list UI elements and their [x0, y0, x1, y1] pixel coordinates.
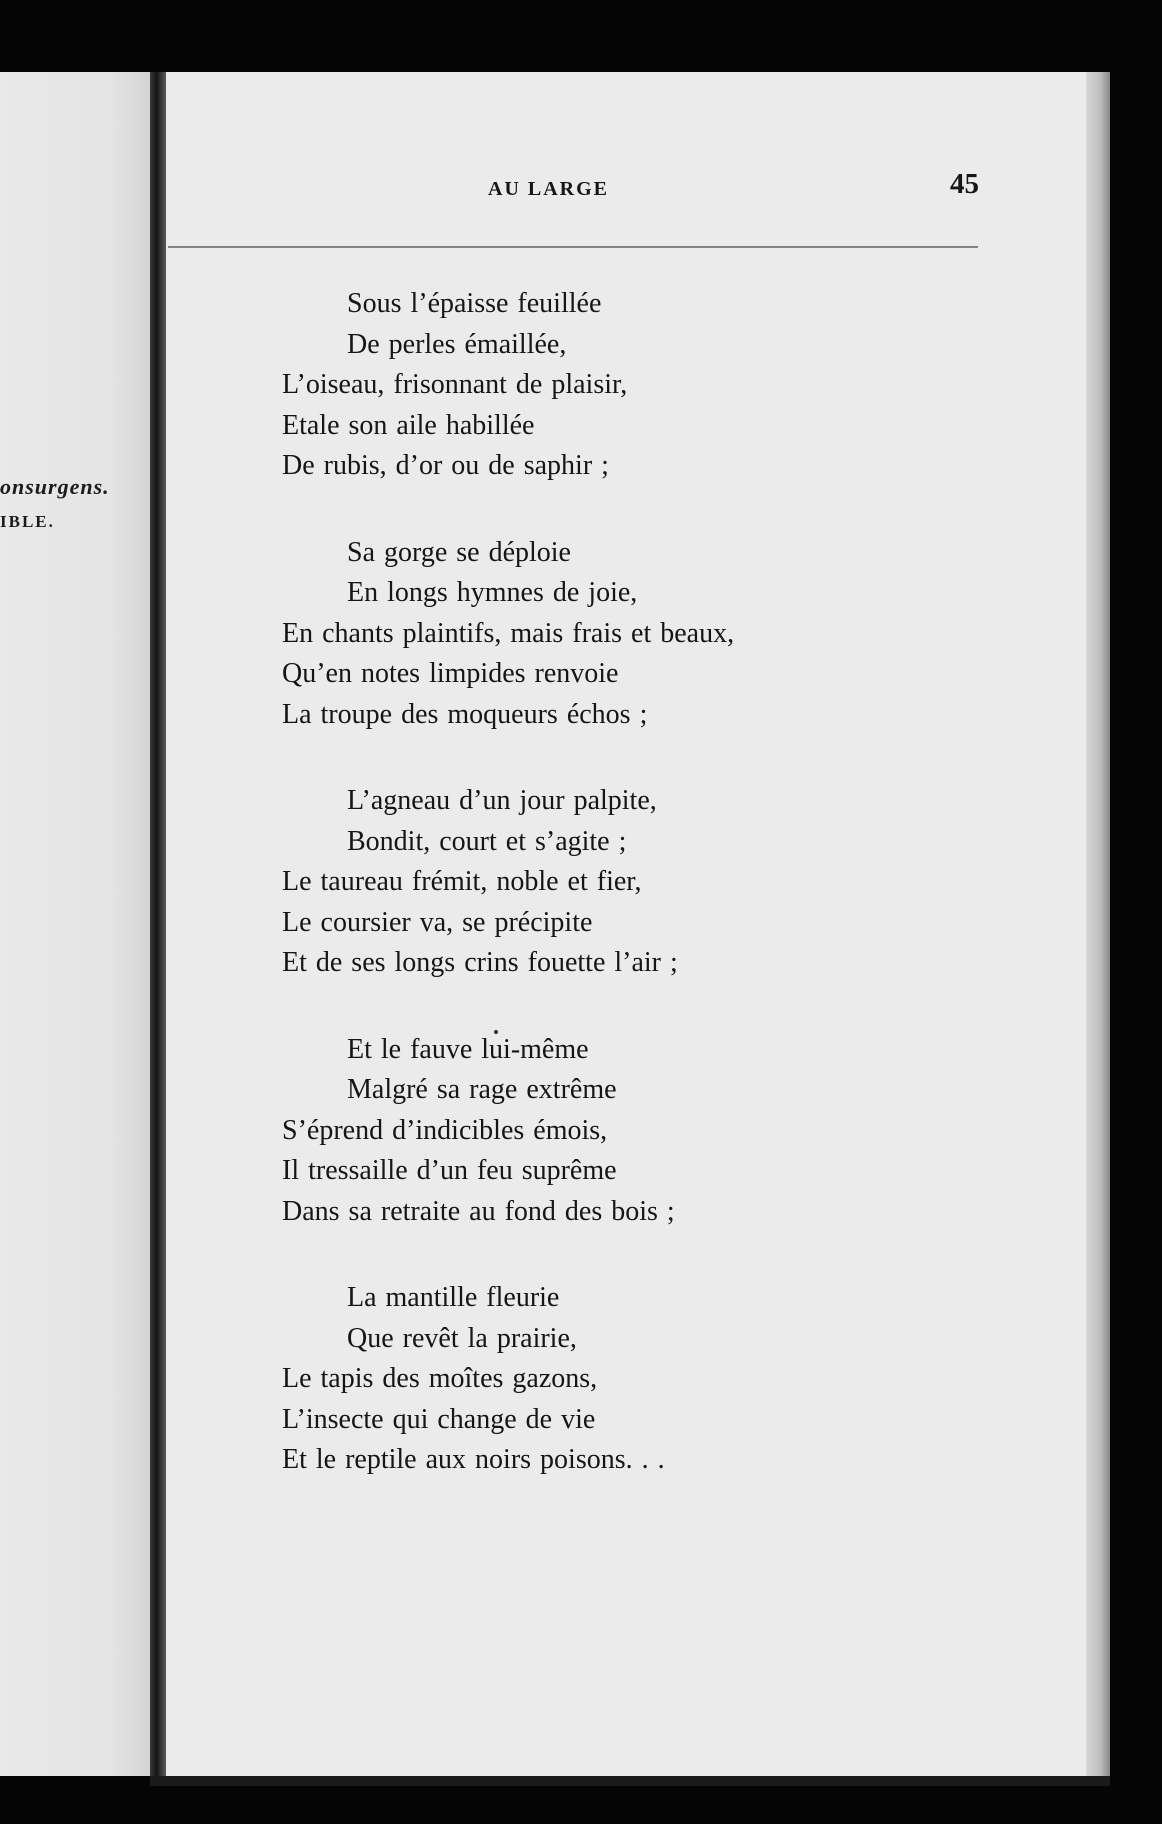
verse-line: De rubis, d’or ou de saphir ;	[282, 450, 609, 481]
verse-line: Qu’en notes limpides renvoie	[282, 658, 619, 689]
facing-page-line: onsurgens.	[0, 474, 110, 499]
stanza	[282, 1030, 734, 1233]
page-edge	[1086, 72, 1110, 1780]
verse-line: Le taureau frémit, noble et fier,	[282, 866, 642, 897]
facing-page-line: IBLE.	[0, 512, 55, 531]
verse-line: Que revêt la prairie,	[347, 1322, 577, 1354]
stanza	[282, 284, 734, 487]
page-bottom-edge	[150, 1776, 1110, 1786]
verse-line: Et le fauve lui-même	[347, 1033, 589, 1065]
verse-line: Malgré sa rage extrême	[347, 1074, 617, 1105]
verse-line: L’agneau d’un jour palpite,	[347, 785, 657, 816]
print-speck	[494, 1030, 498, 1034]
verse-line: L’oiseau, frisonnant de plaisir,	[282, 369, 628, 400]
page-number: 45	[950, 168, 979, 200]
stanza	[282, 533, 734, 736]
verse-line: De perles émaillée,	[347, 328, 567, 360]
running-head: AU LARGE	[488, 178, 610, 200]
verse-line: Bondit, court et s’agite ;	[347, 825, 627, 857]
verse-line: Sa gorge se déploie	[347, 536, 571, 568]
verse-line: S’éprend d’indicibles émois,	[282, 1114, 608, 1146]
verse-line: Le coursier va, se précipite	[282, 906, 593, 938]
verse-line: Le tapis des moîtes gazons,	[282, 1363, 598, 1394]
verse-line: Sous l’épaisse feuillée	[347, 288, 602, 319]
verse-line: Et le reptile aux noirs poisons. . .	[282, 1444, 665, 1475]
verse-line: En longs hymnes de joie,	[347, 577, 638, 608]
book-gutter	[150, 72, 166, 1776]
verse-line: Dans sa retraite au fond des bois ;	[282, 1195, 675, 1227]
stanza	[282, 1278, 734, 1481]
verse-line: L’insecte qui change de vie	[282, 1403, 596, 1435]
verse-line: Etale son aile habillée	[282, 409, 535, 441]
poem	[282, 284, 734, 1527]
stanza	[282, 781, 734, 984]
verse-line: La troupe des moqueurs échos ;	[282, 698, 648, 730]
verse-line: Et de ses longs crins fouette l’air ;	[282, 947, 678, 978]
verse-line: La mantille fleurie	[347, 1282, 560, 1313]
verse-line: En chants plaintifs, mais frais et beaux,	[282, 617, 735, 649]
verse-line: Il tressaille d’un feu suprême	[282, 1155, 617, 1186]
header-rule	[168, 246, 978, 248]
facing-page	[0, 72, 160, 1776]
